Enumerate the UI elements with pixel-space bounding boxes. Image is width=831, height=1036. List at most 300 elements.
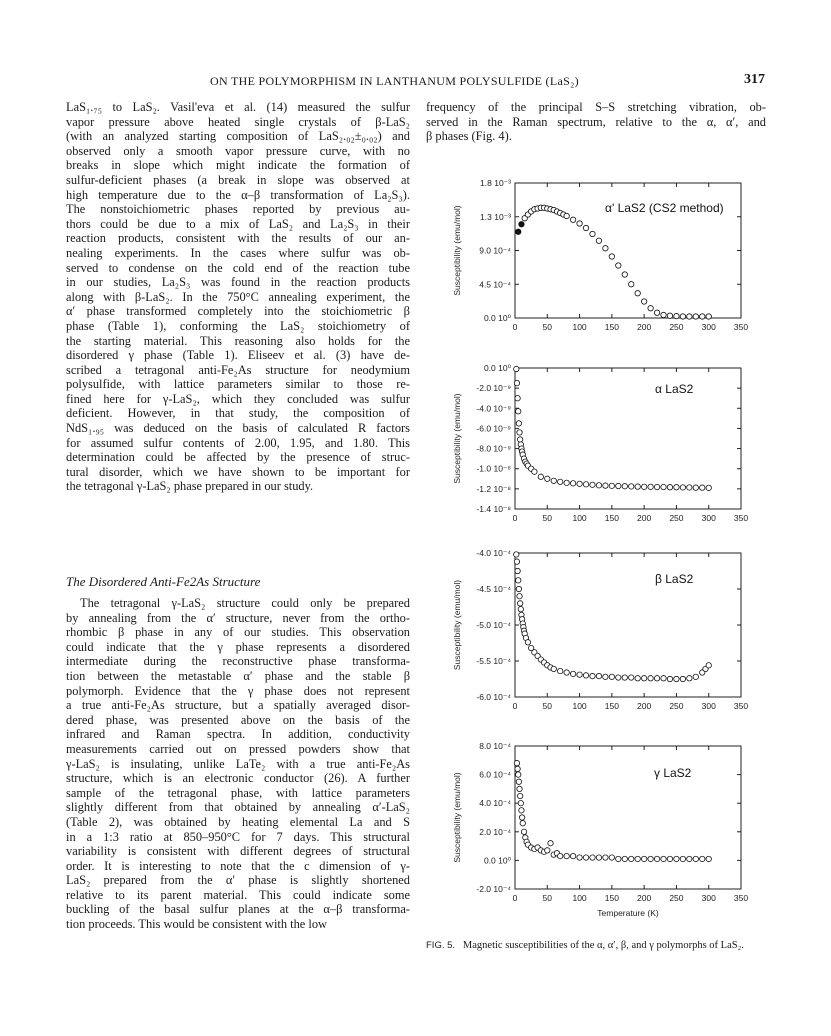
data-point [706, 485, 711, 490]
data-point [603, 674, 608, 679]
data-point [648, 484, 653, 489]
x-tick-label: 200 [637, 513, 652, 523]
text-line: slightly different from that obtained by annealing α′-LaS₂ [66, 800, 410, 815]
data-point [629, 282, 634, 287]
data-point [635, 291, 640, 296]
x-tick-label: 300 [701, 701, 716, 711]
data-point [603, 246, 608, 251]
data-point [616, 675, 621, 680]
data-point [674, 856, 679, 861]
text-line: in a 1:3 ratio at 850–950°C for 7 days. This structural [66, 829, 410, 844]
data-point [535, 206, 540, 211]
caption-text: Magnetic susceptibilities of the α, α′, β, and γ polymorphs of LaS₂. [462, 940, 744, 951]
data-point [545, 663, 550, 668]
x-tick-label: 50 [542, 893, 553, 903]
data-point [517, 430, 522, 435]
data-point [548, 207, 553, 212]
data-point [528, 645, 533, 650]
data-point [519, 612, 524, 617]
data-point [609, 855, 614, 860]
y-tick-label: -1.4 10⁻⁸ [476, 504, 511, 514]
data-point [616, 483, 621, 488]
data-point [654, 484, 659, 489]
data-point [674, 313, 679, 318]
y-tick-label: 0.0 10⁰ [483, 313, 511, 323]
panel-title: α LaS2 [655, 382, 694, 396]
text-line: tion proceeds. This would be consistent with the low [66, 917, 327, 932]
data-point [516, 421, 521, 426]
data-point [693, 674, 698, 679]
text-line: sulfur-deficient phases (a break in slope was observed at [66, 172, 410, 187]
data-point [680, 676, 685, 681]
data-point [680, 485, 685, 490]
data-point [521, 829, 526, 834]
x-tick-label: 250 [669, 701, 684, 711]
data-point [545, 848, 550, 853]
y-tick-label: -1.2 10⁻⁸ [476, 483, 511, 494]
data-point [516, 586, 521, 591]
data-point [590, 231, 595, 236]
y-tick-label: -2.0 10⁻⁴ [476, 884, 511, 894]
data-point [629, 484, 634, 489]
y-axis-label: Susceptibility (emu/mol) [452, 205, 462, 296]
data-point [654, 676, 659, 681]
text-line: served to condense on the cold end of the reaction tube [66, 260, 410, 275]
x-axis-label: Temperature (K) [597, 908, 659, 918]
data-point [532, 650, 537, 655]
data-point [519, 808, 524, 813]
data-point [583, 482, 588, 487]
text-line: relative to its parent material. This could indicate some [66, 887, 410, 902]
text-line: reaction products, consistent with the results of our an- [66, 231, 410, 246]
data-point [551, 852, 556, 857]
left-column-paragraph [66, 100, 410, 494]
y-tick-label: 1.3 10⁻³ [480, 211, 511, 222]
data-point [517, 793, 522, 798]
x-tick-label: 0 [512, 322, 518, 332]
data-point [521, 628, 526, 633]
y-axis-label: Susceptibility (emu/mol) [452, 772, 462, 863]
data-point [517, 601, 522, 606]
x-tick-label: 200 [637, 701, 652, 711]
data-point [558, 853, 563, 858]
y-tick-label: -6.0 10⁻⁹ [476, 423, 511, 434]
chart-panel-1 [452, 178, 748, 332]
text-line: rhombic β phase in any of our studies. This observation [66, 625, 410, 640]
text-line: buckling of the basal sulfur planes at the α–β transforma- [66, 902, 410, 917]
text-line: γ-LaS₂ is insulating, unlike LaTe₂ with a true anti-Fe₂As [66, 756, 410, 771]
data-point [515, 568, 520, 573]
data-point [706, 314, 711, 319]
data-point [622, 856, 627, 861]
data-point [654, 856, 659, 861]
text-line: tion between the metastable α′ phase and the stable β [66, 668, 410, 683]
x-tick-label: 250 [669, 513, 684, 523]
x-tick-label: 50 [542, 322, 553, 332]
y-tick-label: 0.0 10⁰ [483, 363, 511, 373]
data-point [667, 856, 672, 861]
text-line: polysulfide, with lattice parameters similar to those re- [66, 377, 410, 392]
y-tick-label: -8.0 10⁻⁹ [476, 443, 511, 454]
data-point [538, 474, 543, 479]
y-tick-label: -1.0 10⁻⁸ [476, 463, 511, 474]
data-point [514, 380, 519, 385]
data-point [687, 485, 692, 490]
data-point [616, 856, 621, 861]
data-point [519, 446, 524, 451]
y-tick-label: 0.0 10⁰ [483, 855, 511, 866]
data-point [596, 238, 601, 243]
panel-title: γ LaS2 [654, 766, 692, 780]
text-line: LaS₁.₇₅ to LaS₂. Vasil'eva et al. (14) measured the sulfur [66, 100, 410, 114]
data-point [687, 314, 692, 319]
data-point [558, 479, 563, 484]
text-line: (Table 2), was obtained by heating elemental La and S [66, 814, 410, 829]
data-point [700, 856, 705, 861]
x-tick-label: 300 [701, 513, 716, 523]
data-point [518, 442, 523, 447]
data-point [516, 229, 521, 234]
data-point [641, 676, 646, 681]
data-point [564, 480, 569, 485]
x-tick-label: 250 [669, 893, 684, 903]
data-point [520, 621, 525, 626]
y-tick-label: 8.0 10⁻⁴ [479, 741, 511, 751]
data-point [541, 849, 546, 854]
data-point [545, 206, 550, 211]
text-line: The nonstoichiometric phases reported by previous au- [66, 202, 410, 217]
data-point [517, 786, 522, 791]
data-point [687, 856, 692, 861]
text-line: disordered γ phase (Table 1). Eliseev et al. (3) have de- [66, 348, 410, 363]
panel-title: β LaS2 [655, 572, 694, 586]
y-axis-label: Susceptibility (emu/mol) [452, 579, 462, 671]
data-point [590, 482, 595, 487]
y-tick-label: 9.0 10⁻⁴ [479, 245, 511, 256]
x-tick-label: 0 [512, 513, 518, 523]
y-tick-label: 2.0 10⁻⁴ [479, 826, 511, 837]
data-point [523, 459, 528, 464]
text-line: could indicate that the γ phase represents a disordered [66, 639, 410, 654]
data-point [525, 842, 530, 847]
data-point [538, 657, 543, 662]
data-point [603, 483, 608, 488]
data-point [583, 855, 588, 860]
text-line: deficient. However, in that study, the composition of [66, 406, 410, 421]
x-tick-label: 0 [512, 701, 518, 711]
data-point [648, 306, 653, 311]
data-point [514, 366, 519, 371]
data-point [551, 207, 556, 212]
data-point [525, 212, 530, 217]
data-point [515, 396, 520, 401]
data-point [558, 210, 563, 215]
data-point [516, 409, 521, 414]
data-point [577, 672, 582, 677]
data-point [521, 624, 526, 629]
y-tick-label: 1.8 10⁻³ [480, 178, 511, 188]
data-point [583, 673, 588, 678]
text-line: a true anti-Fe₂As structure, but a spatially averaged disor- [66, 698, 410, 713]
left-column-paragraph-2 [66, 596, 410, 932]
text-line: polymorph. Evidence that the γ phase does not represent [66, 683, 410, 698]
data-point [622, 484, 627, 489]
data-point [554, 851, 559, 856]
data-point [525, 463, 530, 468]
text-line: infrared and Raman spectra. In addition, conductivity [66, 727, 410, 742]
data-point [548, 841, 553, 846]
data-point [521, 456, 526, 461]
text-line: nealing experiments. In the cases where sulfur was ob- [66, 245, 410, 260]
text-line: The tetragonal γ-LaS₂ structure could only be prepared [80, 596, 410, 610]
data-point [564, 670, 569, 675]
text-line: measurements carried out on pressed powders show that [66, 741, 410, 756]
data-point [523, 835, 528, 840]
data-point [538, 848, 543, 853]
text-line: in our studies, La₂S₃ was found in the reaction products [66, 275, 410, 290]
data-point [551, 666, 556, 671]
data-point [693, 856, 698, 861]
data-point [518, 606, 523, 611]
data-point [661, 484, 666, 489]
data-point [525, 640, 530, 645]
text-line: the starting material. This reasoning also holds for the [66, 333, 410, 348]
y-tick-label: -4.0 10⁻⁹ [476, 403, 511, 414]
x-tick-label: 150 [604, 322, 619, 332]
data-point [515, 766, 520, 771]
y-tick-label: -4.5 10⁻⁴ [476, 584, 511, 594]
data-point [596, 673, 601, 678]
text-line: breaks in slope which might indicate the formation of [66, 158, 410, 173]
data-point [538, 205, 543, 210]
data-point [564, 213, 569, 218]
text-line: the tetragonal γ-LaS₂ phase prepared in our study. [66, 479, 314, 494]
data-point [541, 660, 546, 665]
data-point [518, 801, 523, 806]
text-line: intermediate during the reconstructive phase transforma- [66, 654, 410, 669]
data-point [520, 821, 525, 826]
data-point [635, 676, 640, 681]
data-point [641, 299, 646, 304]
data-point [532, 846, 537, 851]
data-point [635, 484, 640, 489]
data-point [680, 856, 685, 861]
data-point [700, 314, 705, 319]
data-point [641, 484, 646, 489]
x-tick-label: 100 [572, 322, 587, 332]
panel-title: α' LaS2 (CS2 method) [605, 201, 724, 215]
data-point [700, 485, 705, 490]
data-point [674, 485, 679, 490]
data-point [641, 856, 646, 861]
data-point [648, 676, 653, 681]
data-point [558, 668, 563, 673]
data-point [523, 635, 528, 640]
data-point [517, 437, 522, 442]
data-point [609, 674, 614, 679]
text-line: observed only a smooth vapor pressure curve, with no [66, 143, 410, 158]
text-line: thors could be due to a mix of LaS₂ and La₂S₃ in their [66, 216, 410, 231]
data-point [622, 272, 627, 277]
text-line: by annealing from the α′ structure, never from the ortho- [66, 610, 410, 625]
x-tick-label: 200 [637, 893, 652, 903]
data-point [629, 675, 634, 680]
text-line: fined here for γ-LaS₂, which they concluded was sulfur [66, 391, 410, 406]
data-point [551, 478, 556, 483]
data-point [609, 254, 614, 259]
page-number: 317 [744, 72, 765, 87]
data-point [519, 815, 524, 820]
data-point [687, 676, 692, 681]
data-point [545, 476, 550, 481]
y-tick-label: -5.0 10⁻⁴ [476, 620, 511, 630]
data-point [514, 559, 519, 564]
x-tick-label: 100 [572, 701, 587, 711]
data-point [548, 665, 553, 670]
data-point [661, 856, 666, 861]
x-tick-label: 150 [604, 513, 619, 523]
data-point [554, 209, 559, 214]
data-point [535, 845, 540, 850]
text-line: NdS₁.₉₅ was deduced on the basis of calculated R factors [66, 421, 410, 436]
data-point [661, 312, 666, 317]
data-point [519, 617, 524, 622]
x-tick-label: 0 [512, 893, 518, 903]
x-tick-label: 350 [733, 513, 749, 523]
data-point [622, 675, 627, 680]
data-point [700, 670, 705, 675]
data-point [609, 483, 614, 488]
data-point [524, 461, 529, 466]
data-point [577, 481, 582, 486]
x-tick-label: 200 [637, 322, 652, 332]
chart-panel-4 [452, 741, 748, 918]
data-point [532, 469, 537, 474]
data-point [516, 772, 521, 777]
data-point [570, 217, 575, 222]
y-tick-label: -2.0 10⁻⁹ [476, 383, 511, 394]
plot-frame [515, 368, 741, 509]
data-point [532, 207, 537, 212]
data-point [528, 845, 533, 850]
x-tick-label: 350 [733, 701, 749, 711]
plot-frame [515, 553, 741, 697]
y-tick-label: 4.0 10⁻⁴ [479, 798, 511, 809]
text-line: sample of the tetragonal phase, with lattice parameters [66, 785, 410, 800]
text-line: dered phase, was presented above on the basis of the [66, 712, 410, 727]
x-tick-label: 300 [701, 893, 716, 903]
data-point [629, 856, 634, 861]
data-point [561, 212, 566, 217]
data-point [596, 483, 601, 488]
x-tick-label: 350 [733, 322, 749, 332]
x-tick-label: 300 [701, 322, 716, 332]
data-point [590, 855, 595, 860]
data-point [667, 485, 672, 490]
text-line: determination could be affected by the presence of struc- [66, 450, 410, 465]
text-line: α′ phase transformed completely into the stoichiometric β [66, 304, 410, 319]
x-tick-label: 100 [572, 513, 587, 523]
data-point [524, 839, 529, 844]
y-tick-label: 6.0 10⁻⁴ [479, 769, 511, 780]
data-point [519, 449, 524, 454]
x-tick-label: 100 [572, 893, 587, 903]
plot-frame [515, 183, 741, 318]
y-axis-label: Susceptibility (emu/mol) [452, 393, 462, 484]
data-point [564, 853, 569, 858]
data-point [522, 216, 527, 221]
x-tick-label: 50 [542, 701, 553, 711]
data-point [541, 205, 546, 210]
text-line: for assumed sulfur contents of 2.00, 1.95, and 1.80. This [66, 435, 410, 450]
data-point [583, 225, 588, 230]
text-line: structure, which is an electronic conductor (26). A further [66, 771, 410, 786]
text-line: high temperature due to the α–β transformation of La₂S₃). [66, 187, 410, 202]
y-tick-label: -5.5 10⁻⁴ [476, 656, 511, 666]
data-point [703, 666, 708, 671]
x-tick-label: 250 [669, 322, 684, 332]
data-point [522, 631, 527, 636]
data-point [661, 676, 666, 681]
data-point [528, 466, 533, 471]
x-tick-label: 150 [604, 893, 619, 903]
data-point [516, 779, 521, 784]
data-point [706, 856, 711, 861]
data-point [635, 856, 640, 861]
data-point [693, 485, 698, 490]
data-point [667, 313, 672, 318]
data-point [516, 578, 521, 583]
text-line: order. It is interesting to note that the c dimension of γ- [66, 858, 410, 873]
data-point [520, 452, 525, 457]
text-line: variability is consistent with different degrees of structural [66, 844, 410, 859]
data-point [577, 221, 582, 226]
text-line: LaS₂ prepared from the α′ phase is slightly shortened [66, 873, 410, 888]
figure-caption [426, 939, 766, 952]
section-heading: The Disordered Anti-Fe2As Structure [66, 574, 261, 589]
text-line: along with β-LaS₂. In the 750°C annealing experiment, the [66, 289, 410, 304]
data-point [674, 676, 679, 681]
data-point [514, 552, 519, 557]
y-tick-label: 4.5 10⁻⁴ [479, 279, 511, 290]
running-title: ON THE POLYMORPHISM IN LANTHANUM POLYSULFIDE (LaS₂) [210, 74, 579, 88]
data-point [590, 673, 595, 678]
text-line: (with an analyzed starting composition of LaS₂.₀₂±₀.₀₂) and [66, 129, 410, 144]
x-tick-label: 50 [542, 513, 553, 523]
data-point [517, 594, 522, 599]
data-point [693, 314, 698, 319]
text-line: vapor pressure above heated single crystals of β-LaS₂ [66, 114, 410, 129]
text-line: phase (Table 1), conforming the LaS₂ stoichiometry of [66, 318, 410, 333]
right-column-paragraph [426, 100, 766, 144]
x-tick-label: 150 [604, 701, 619, 711]
text-line: β phases (Fig. 4). [426, 129, 512, 144]
caption-label: FIG. 5. [426, 940, 456, 951]
chart-panel-2 [452, 363, 748, 523]
data-point [603, 855, 608, 860]
running-header [0, 74, 831, 90]
data-point [648, 856, 653, 861]
text-line: scribed a tetragonal anti-Fe₂As structure for neodymium [66, 362, 410, 377]
data-point [667, 676, 672, 681]
data-point [535, 653, 540, 658]
x-tick-label: 350 [733, 893, 749, 903]
data-point [596, 855, 601, 860]
plot-frame [515, 746, 741, 889]
text-line: served in the Raman spectrum, relative to the α, α′, and [426, 114, 766, 129]
data-point [570, 671, 575, 676]
data-point [570, 853, 575, 858]
